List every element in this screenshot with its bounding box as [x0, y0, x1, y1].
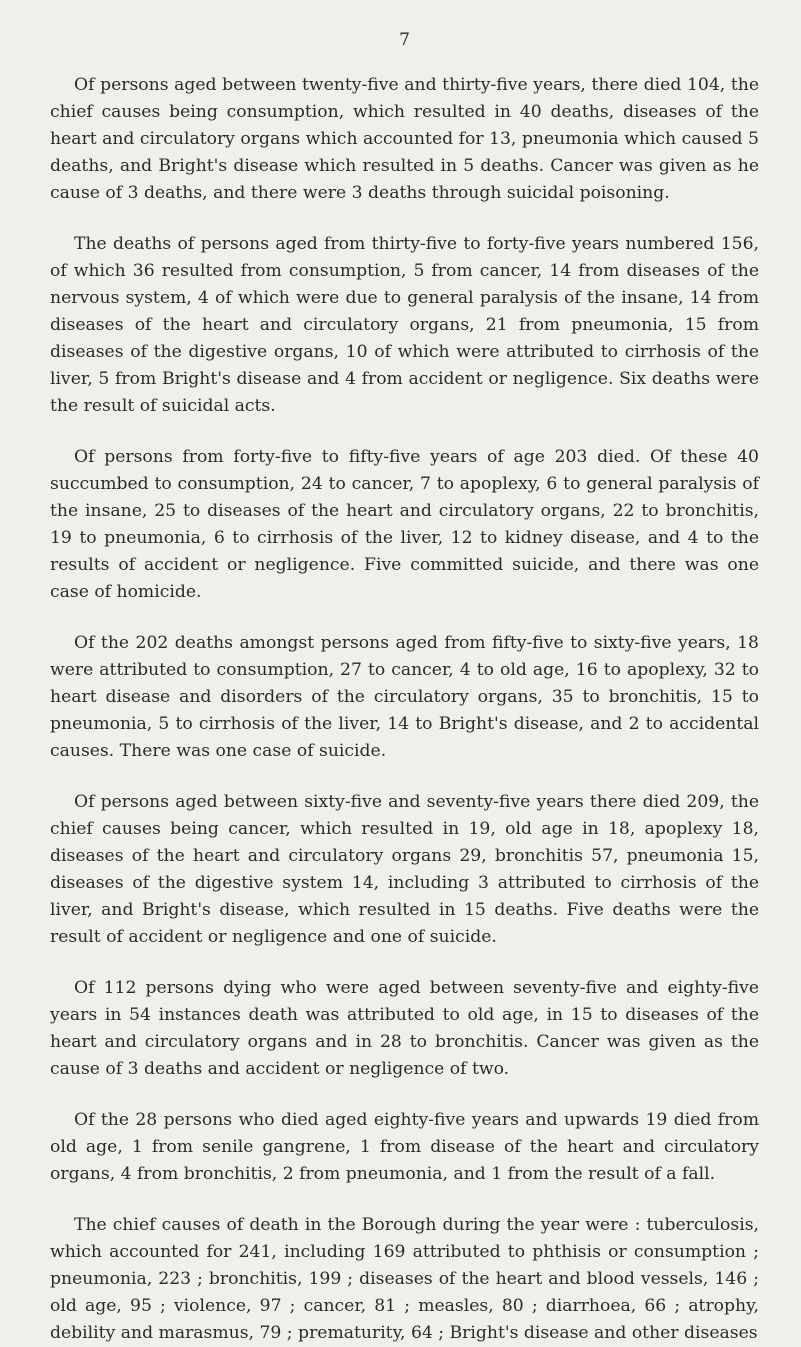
paragraph-ages-85-plus: Of the 28 persons who died aged eighty-five years and upwards 19 died from old age, 1 from senile gangrene, 1 from disease of the heart and circulatory organs, 4 from bronchitis, 2 from pneumonia, and 1 from the result of a fall.: [50, 1110, 759, 1184]
paragraph-ages-55-65: Of the 202 deaths amongst persons aged from fifty-five to sixty-five years, 18 were attributed to consumption, 27 to cancer, 4 to old age, 16 to apoplexy, 32 to heart disease and disorders of the circulatory organs, 35 to bronchitis, 15 to pneumonia, 5 to cirrhosis of the liver, 14 to Bright's disease, and 2 to accidental causes. There was one case of suicide.: [50, 633, 759, 761]
paragraph-ages-45-55: Of persons from forty-five to fifty-five years of age 203 died. Of these 40 succumbed to consumption, 24 to cancer, 7 to apoplexy, 6 to general paralysis of the insane, 25 to diseases of the heart and circulatory organs, 22 to bronchitis, 19 to pneumonia, 6 to cirrhosis of the liver, 12 to kidney disease, and 4 to the results of accident or negligence. Five committed suicide, and there was one case of homicide.: [50, 447, 759, 602]
paragraph-chief-causes: The chief causes of death in the Borough during the year were : tuberculosis, which accounted for 241, including 169 attributed to phthisis or consumption ; pneumonia, 223 ; bronchitis, 199 ; diseases of the heart and blood vessels, 146 ; old age, 95 ; violence, 97 ; cancer, 81 ; measles, 80 ; diarrhoea, 66 ; atrophy, debility and marasmus, 79 ; prematurity, 64 ; Bright's disease and other diseases: [50, 1215, 759, 1343]
paragraph-ages-75-85: Of 112 persons dying who were aged between seventy-five and eighty-five years in 54 instances death was attributed to old age, in 15 to diseases of the heart and circulatory organs and in 28 to bronchitis. Cancer was given as the cause of 3 deaths and accident or negligence of two.: [50, 978, 759, 1079]
paragraph-ages-35-45: The deaths of persons aged from thirty-five to forty-five years numbered 156, of which 36 resulted from consumption, 5 from cancer, 14 from diseases of the nervous system, 4 of which were due to general paralysis of the insane, 14 from diseases of the heart and circulatory organs, 21 from pneumonia, 15 from diseases of the digestive organs, 10 of which were attributed to cirrhosis of the liver, 5 from Bright's disease and 4 from accident or negligence. Six deaths were the result of suicidal acts.: [50, 234, 759, 416]
paragraph-ages-25-35: Of persons aged between twenty-five and thirty-five years, there died 104, the chief causes being consumption, which resulted in 40 deaths, diseases of the heart and circulatory organs which accounted for 13, pneumonia which caused 5 deaths, and Bright's disease which resulted in 5 deaths. Cancer was given as he cause of 3 deaths, and there were 3 deaths through suicidal poisoning.: [50, 75, 759, 203]
paragraph-ages-65-75: Of persons aged between sixty-five and seventy-five years there died 209, the chief causes being cancer, which resulted in 19, old age in 18, apoplexy 18, diseases of the heart and circulatory organs 29, bronchitis 57, pneumonia 15, diseases of the digestive system 14, including 3 attributed to cirrhosis of the liver, and Bright's disease, which resulted in 15 deaths. Five deaths were the result of accident or negligence and one of suicide.: [50, 792, 759, 947]
page-number: 7: [399, 30, 410, 50]
